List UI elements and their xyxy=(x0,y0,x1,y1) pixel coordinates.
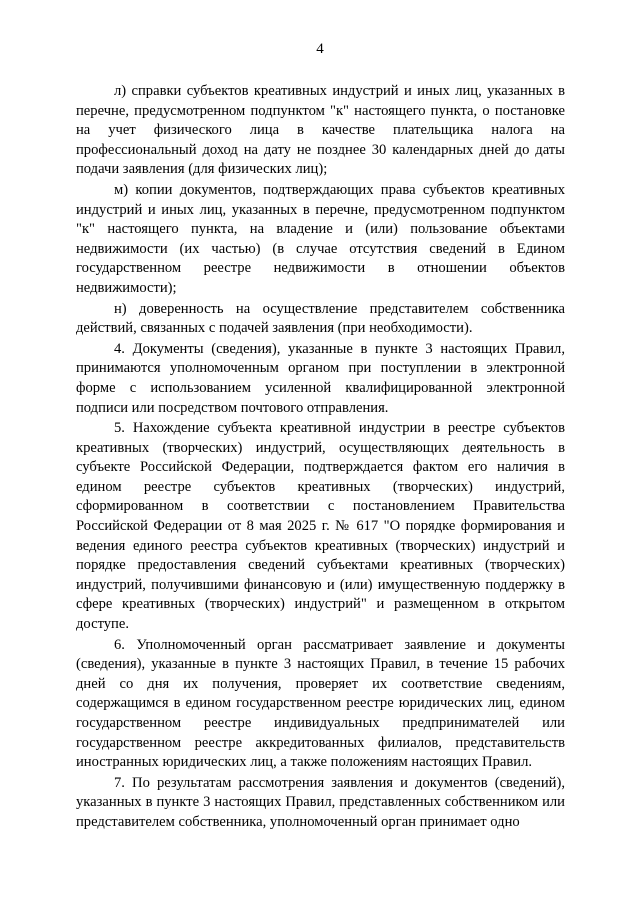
paragraph-m: м) копии документов, подтверждающих права субъектов креативных индустрий и иных лиц, указанных в перечне, предусмотренном подпунктом "к" настоящего пункта, на владение и (или) пользование объектами недвижимости (их частью) (в случае отсутствия сведений в Едином государственном реестре недвижимости в отношении объектов недвижимости); xyxy=(76,181,565,296)
paragraph-5: 5. Нахождение субъекта креативной индустрии в реестре субъектов креативных (творческих) индустрий, осуществляющих деятельность в субъекте Российской Федерации, подтверждается фактом его наличия в едином реестре субъектов креативных (творческих) индустрий, сформированном в соответствии с постановлением Правительства Российской Федерации от 8 мая 2025 г. № 617 "О порядке формирования и ведения единого реестра субъектов креативных (творческих) индустрий и порядке предоставления сведений субъектами креативных (творческих) индустрий, получившими финансовую и (или) имущественную поддержку в сфере креативных (творческих) индустрий" и размещенном в открытом доступе. xyxy=(76,420,565,633)
paragraph-l: л) справки субъектов креативных индустрий и иных лиц, указанных в перечне, предусмотренном подпунктом "к" настоящего пункта, о постановке на учет физического лица в качестве плательщика налога на профессиональный доход на дату не позднее 30 календарных дней до даты подачи заявления (для физических лиц); xyxy=(76,83,565,178)
paragraph-6: 6. Уполномоченный орган рассматривает заявление и документы (сведения), указанные в пункте 3 настоящих Правил, в течение 15 рабочих дней со дня их получения, проверяет их соответствие сведениям, содержащимся в едином государственном реестре юридических лиц, едином государственном реестре индивидуальных предпринимателей или государственном реестре аккредитованных филиалов, представительств иностранных юридических лиц, а также положениям настоящих Правил. xyxy=(76,636,565,771)
paragraph-7: 7. По результатам рассмотрения заявления и документов (сведений), указанных в пункте 3 настоящих Правил, представленных собственником или представителем собственника, уполномоченный орган принимает одно xyxy=(76,774,565,830)
paragraph-4: 4. Документы (сведения), указанные в пункте 3 настоящих Правил, принимаются уполномоченным органом при поступлении в электронной форме с использованием усиленной квалифицированной электронной подписи или посредством почтового отправления. xyxy=(76,340,565,416)
document-body xyxy=(76,82,565,834)
page-number: 4 xyxy=(316,41,324,57)
paragraph-n: н) доверенность на осуществление представителем собственника действий, связанных с подачей заявления (при необходимости). xyxy=(76,300,565,337)
